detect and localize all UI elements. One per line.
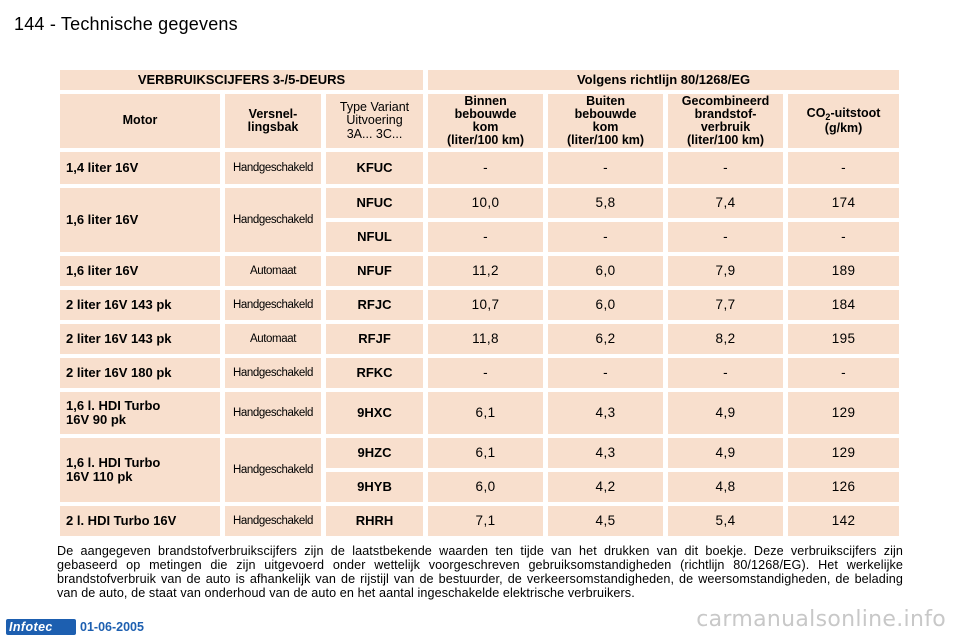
cell-extra-urban: 6,0 [548,256,663,286]
cell-gearbox: Handgeschakeld [225,358,321,388]
cell-urban: 7,1 [428,506,543,536]
cell-type-code: NFUC [326,188,423,218]
header-gearbox: Versnel- lingsbak [225,94,321,148]
table-row [60,188,899,218]
table-row [60,256,899,286]
consumption-table [55,66,904,540]
cell-co2: - [788,222,899,252]
cell-gearbox: Handgeschakeld [225,188,321,252]
cell-combined: 7,7 [668,290,783,320]
cell-gearbox: Automaat [225,324,321,354]
cell-combined: - [668,152,783,184]
cell-type-code: 9HXC [326,392,423,434]
cell-urban: 10,7 [428,290,543,320]
cell-combined: 4,9 [668,392,783,434]
table-row [60,392,899,434]
header-combined: Gecombineerd brandstof- verbruik (liter/100 km) [668,94,783,148]
cell-type-code: NFUL [326,222,423,252]
footer-date: 01-06-2005 [80,620,144,634]
cell-co2: 129 [788,438,899,468]
table-column-headers [60,94,899,148]
header-type: Type Variant Uitvoering 3A... 3C... [326,94,423,148]
watermark: carmanualsonline.info [696,607,946,632]
header-motor: Motor [60,94,220,148]
cell-co2: 174 [788,188,899,218]
section-title-right: Volgens richtlijn 80/1268/EG [428,70,899,90]
section-title-left: VERBRUIKSCIJFERS 3-/5-DEURS [60,70,423,90]
cell-gearbox: Handgeschakeld [225,152,321,184]
cell-combined: 7,4 [668,188,783,218]
cell-urban: 6,1 [428,438,543,468]
cell-combined: 8,2 [668,324,783,354]
cell-motor: 2 liter 16V 180 pk [60,358,220,388]
cell-urban: 6,1 [428,392,543,434]
cell-motor: 1,6 liter 16V [60,188,220,252]
cell-urban: 11,8 [428,324,543,354]
cell-motor: 1,6 liter 16V [60,256,220,286]
cell-extra-urban: - [548,152,663,184]
cell-combined: 7,9 [668,256,783,286]
cell-type-code: RFJF [326,324,423,354]
cell-combined: - [668,222,783,252]
cell-motor: 1,6 l. HDI Turbo 16V 110 pk [60,438,220,502]
table-row [60,324,899,354]
cell-co2: 126 [788,472,899,502]
cell-extra-urban: 4,3 [548,392,663,434]
cell-extra-urban: 5,8 [548,188,663,218]
cell-urban: 10,0 [428,188,543,218]
cell-motor: 2 l. HDI Turbo 16V [60,506,220,536]
header-urban: Binnen bebouwde kom (liter/100 km) [428,94,543,148]
cell-gearbox: Automaat [225,256,321,286]
cell-extra-urban: 6,0 [548,290,663,320]
cell-type-code: KFUC [326,152,423,184]
cell-urban: - [428,358,543,388]
header-co2: $CO_2$-uitstoot (g/km) [788,94,899,148]
cell-combined: 4,8 [668,472,783,502]
infotec-logo: Infotec [6,619,76,635]
cell-co2: 189 [788,256,899,286]
table-row [60,358,899,388]
cell-co2: 129 [788,392,899,434]
cell-gearbox: Handgeschakeld [225,392,321,434]
cell-extra-urban: 4,2 [548,472,663,502]
cell-extra-urban: 6,2 [548,324,663,354]
table-row [60,506,899,536]
cell-type-code: NFUF [326,256,423,286]
cell-motor: 2 liter 16V 143 pk [60,324,220,354]
cell-urban: 6,0 [428,472,543,502]
cell-type-code: 9HYB [326,472,423,502]
cell-extra-urban: 4,5 [548,506,663,536]
cell-gearbox: Handgeschakeld [225,506,321,536]
cell-co2: 195 [788,324,899,354]
cell-motor: 1,6 l. HDI Turbo 16V 90 pk [60,392,220,434]
table-row [60,290,899,320]
cell-type-code: RFJC [326,290,423,320]
table-section-header [60,70,899,90]
cell-combined: 5,4 [668,506,783,536]
cell-combined: 4,9 [668,438,783,468]
cell-extra-urban: - [548,222,663,252]
cell-type-code: RHRH [326,506,423,536]
footnote-paragraph: De aangegeven brandstofverbruikscijfers zijn de laatstbekende waarden ten tijde van het drukken van dit boekje. Deze verbruikscijfers zijn gebaseerd op metingen die zijn uitgevoerd onder wettelijk voorgeschreven gebruiksomstandigheden (richtlijn 80/1268/EG). Het werkelijke brandstofverbruik van de auto is afhankelijk van de rijstijl van de bestuurder, de verkeersomstandigheden, de weersomstandigheden, de belading van de auto, de staat van onderhoud van de auto en het aantal ingeschakelde elektrische verbruikers. [57,544,903,600]
header-extra-urban: Buiten bebouwde kom (liter/100 km) [548,94,663,148]
page-title: 144 - Technische gegevens [14,14,238,34]
cell-combined: - [668,358,783,388]
cell-extra-urban: - [548,358,663,388]
cell-co2: 184 [788,290,899,320]
cell-urban: 11,2 [428,256,543,286]
cell-extra-urban: 4,3 [548,438,663,468]
cell-urban: - [428,152,543,184]
cell-co2: - [788,152,899,184]
cell-type-code: RFKC [326,358,423,388]
cell-motor: 1,4 liter 16V [60,152,220,184]
table-row [60,438,899,468]
cell-co2: - [788,358,899,388]
cell-motor: 2 liter 16V 143 pk [60,290,220,320]
table-row [60,152,899,184]
cell-urban: - [428,222,543,252]
cell-gearbox: Handgeschakeld [225,290,321,320]
cell-gearbox: Handgeschakeld [225,438,321,502]
cell-type-code: 9HZC [326,438,423,468]
cell-co2: 142 [788,506,899,536]
